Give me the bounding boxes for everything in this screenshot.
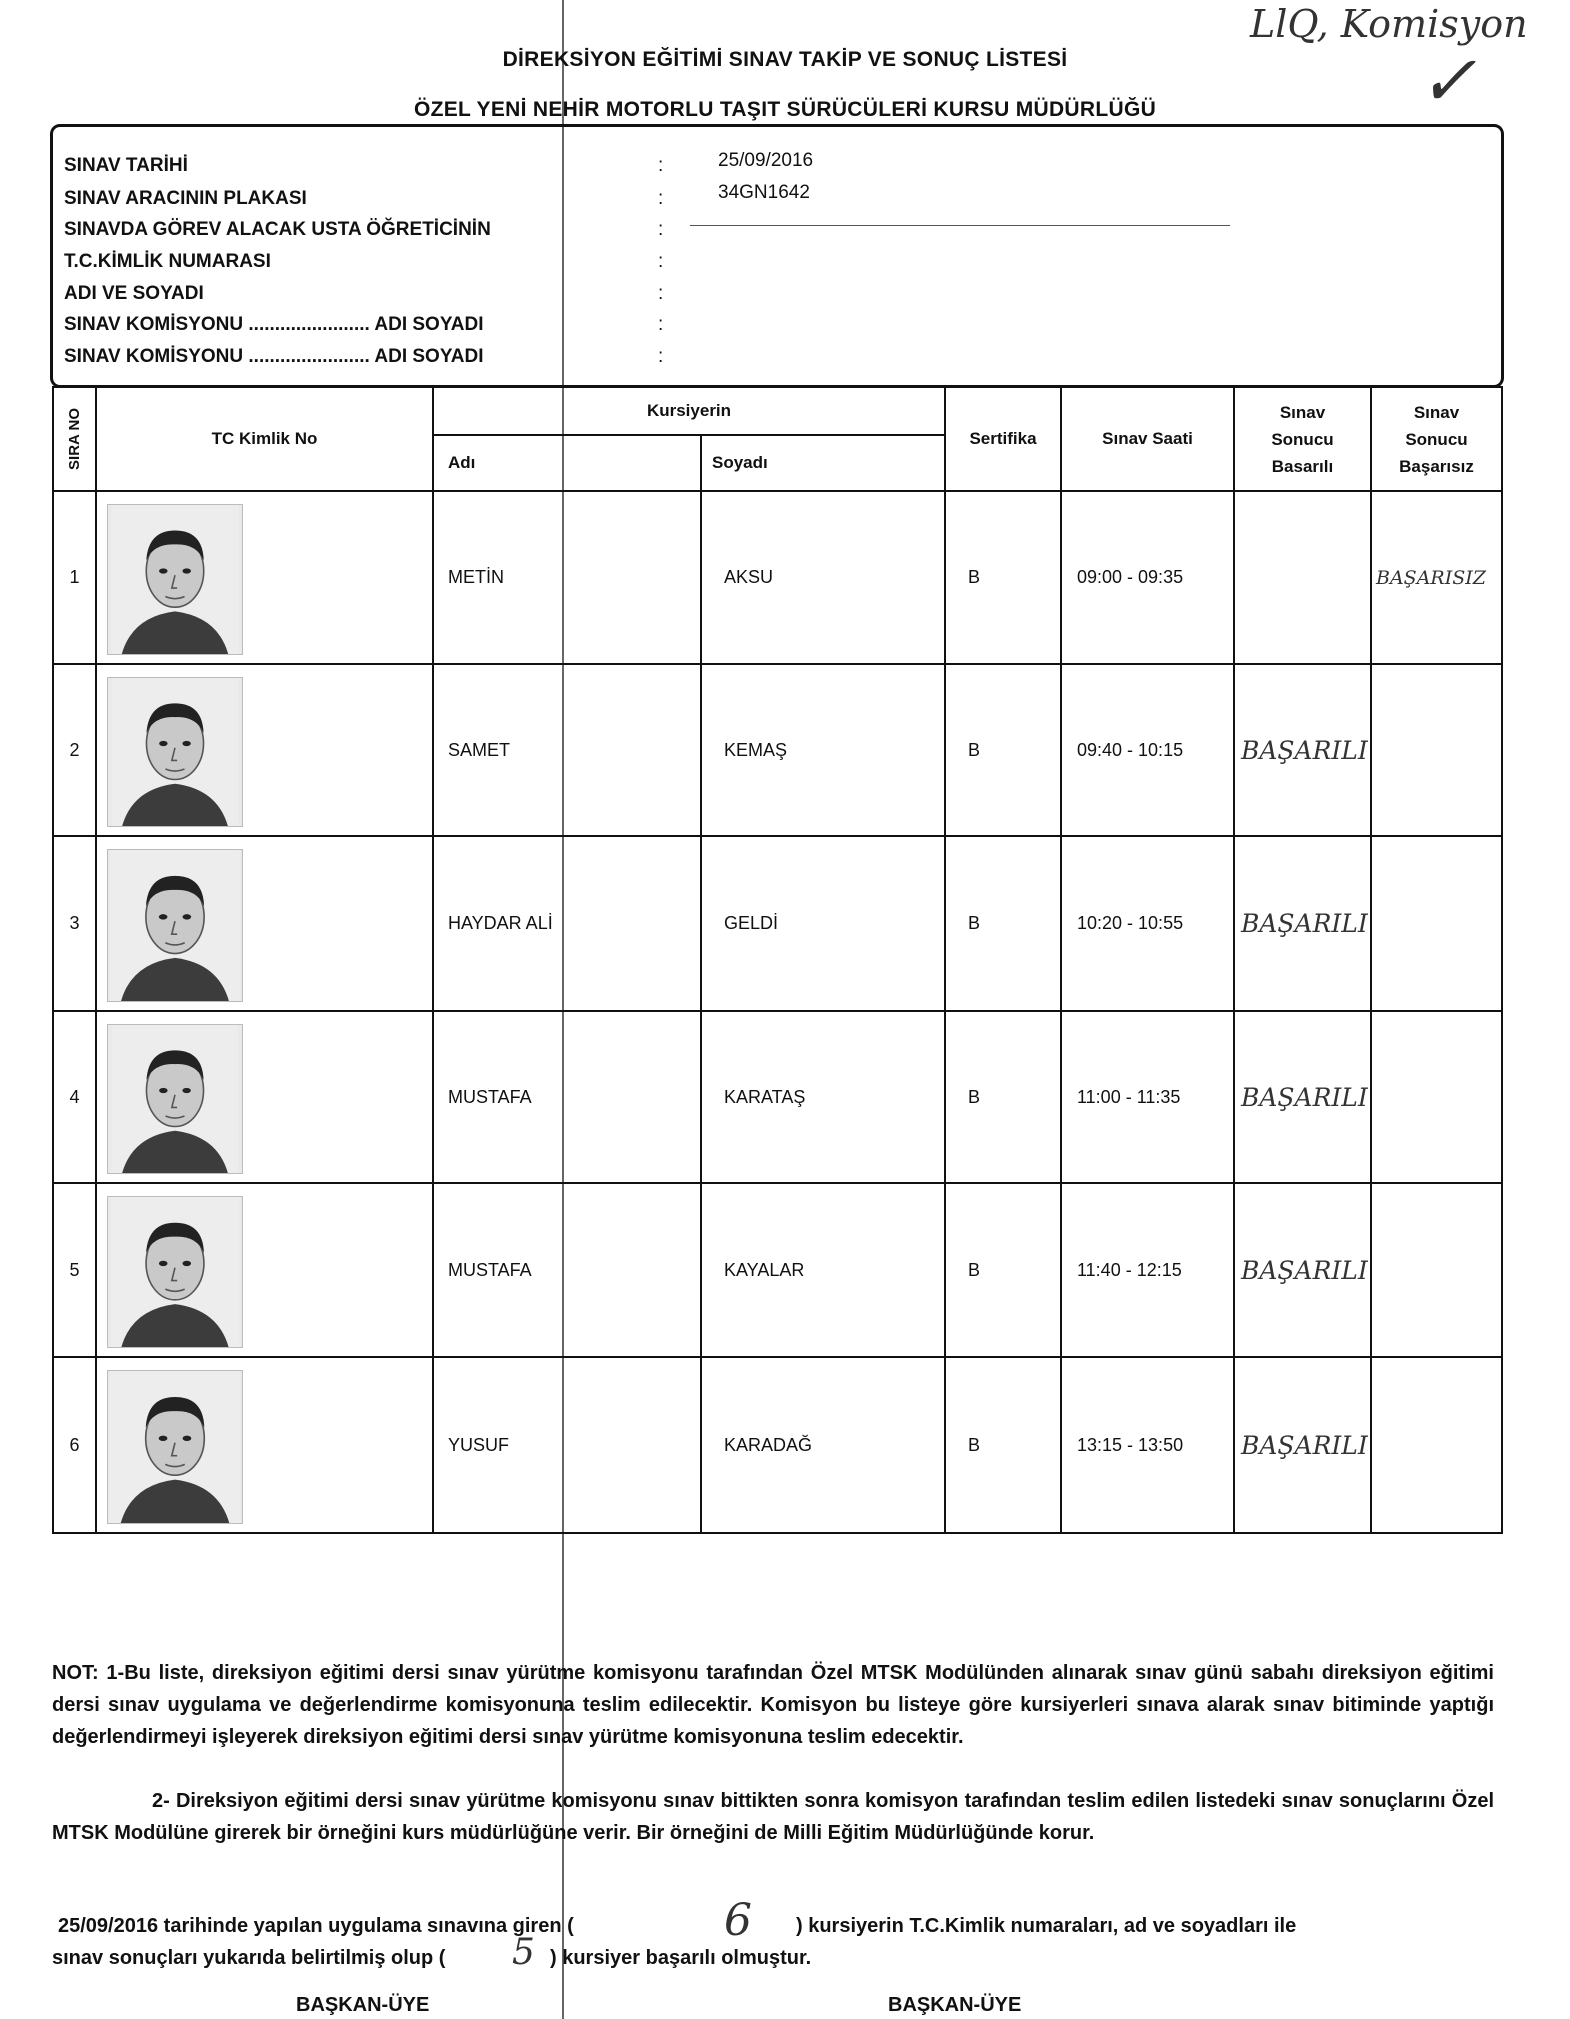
document-title: DİREKSİYON EĞİTİMİ SINAV TAKİP VE SONUÇ LİSTESİ bbox=[502, 48, 1068, 71]
note-paragraph-2: 2- Direksiyon eğitimi dersi sınav yürütme komisyonu sınav bittikten sonra komisyon tarafından teslim edilen listedeki sınav sonuçlarını Özel MTSK Modülüne girerek bir örneğini kurs müdürlüğüne verir. Bir örneğini de Milli Eğitim Müdürlüğünde korur. bbox=[52, 1790, 1494, 1844]
colon: : bbox=[658, 219, 664, 240]
row-number: 6 bbox=[52, 1356, 97, 1534]
certificate-class: B bbox=[944, 663, 1062, 837]
header-adi: Adı bbox=[432, 434, 702, 492]
certificate-class: B bbox=[944, 1010, 1062, 1184]
summary-part-a: 25/09/2016 tarihinde yapılan uygulama sınavına giren ( bbox=[58, 1915, 574, 1937]
school-name: ÖZEL YENİ NEHİR MOTORLU TAŞIT SÜRÜCÜLERİ KURSU MÜDÜRLÜĞÜ bbox=[413, 98, 1157, 121]
student-first-name: YUSUF bbox=[432, 1356, 702, 1534]
result-passed bbox=[1233, 490, 1372, 665]
tc-kimlik-cell bbox=[95, 1356, 434, 1534]
result-failed bbox=[1370, 1010, 1503, 1184]
exam-time: 13:15 - 13:50 bbox=[1060, 1356, 1235, 1534]
header-tc-kimlik: TC Kimlik No bbox=[95, 386, 434, 492]
handwritten-count-taken: 6 bbox=[724, 1895, 752, 1946]
header-sertifika: Sertifika bbox=[944, 386, 1062, 492]
handwritten-count-passed: 5 bbox=[512, 1932, 535, 1973]
student-first-name: METİN bbox=[432, 490, 702, 665]
result-failed bbox=[1370, 1356, 1503, 1534]
result-failed bbox=[1370, 663, 1503, 837]
result-failed bbox=[1370, 835, 1503, 1012]
result-passed: BAŞARILI bbox=[1233, 1356, 1372, 1534]
student-first-name: SAMET bbox=[432, 663, 702, 837]
colon: : bbox=[658, 346, 664, 367]
result-failed: BAŞARISIZ bbox=[1370, 490, 1503, 665]
summary-part-b: ) kursiyerin T.C.Kimlik numaraları, ad ve soyadları ile bbox=[796, 1915, 1297, 1937]
result-passed: BAŞARILI bbox=[1233, 835, 1372, 1012]
plate-value: 34GN1642 bbox=[718, 182, 810, 203]
result-failed bbox=[1370, 1182, 1503, 1358]
certificate-class: B bbox=[944, 1356, 1062, 1534]
header-basarili: Sınav Sonucu Basarılı bbox=[1233, 386, 1372, 492]
tc-kimlik-cell bbox=[95, 1182, 434, 1358]
student-last-name: KAYALAR bbox=[700, 1182, 946, 1358]
instructor-underline bbox=[690, 225, 1230, 226]
student-last-name: AKSU bbox=[700, 490, 946, 665]
tc-kimlik-cell bbox=[95, 663, 434, 837]
checkmark-icon: ✓ bbox=[1418, 40, 1477, 122]
student-first-name: MUSTAFA bbox=[432, 1010, 702, 1184]
student-last-name: KARADAĞ bbox=[700, 1356, 946, 1534]
student-last-name: KARATAŞ bbox=[700, 1010, 946, 1184]
row-number: 2 bbox=[52, 663, 97, 837]
student-first-name: MUSTAFA bbox=[432, 1182, 702, 1358]
info-label-commission-2: SINAV KOMİSYONU ....................... ADI SOYADI bbox=[64, 346, 484, 367]
tc-kimlik-cell bbox=[95, 835, 434, 1012]
info-label-plate: SINAV ARACININ PLAKASI bbox=[64, 188, 307, 209]
info-label-instructor: SINAVDA GÖREV ALACAK USTA ÖĞRETİCİNİN bbox=[64, 219, 491, 240]
student-photo bbox=[107, 1196, 243, 1348]
row-number: 4 bbox=[52, 1010, 97, 1184]
header-soyadi: Soyadı bbox=[700, 434, 946, 492]
student-photo bbox=[107, 504, 243, 655]
certificate-class: B bbox=[944, 490, 1062, 665]
exam-time: 09:00 - 09:35 bbox=[1060, 490, 1235, 665]
certificate-class: B bbox=[944, 1182, 1062, 1358]
row-number: 5 bbox=[52, 1182, 97, 1358]
exam-time: 11:40 - 12:15 bbox=[1060, 1182, 1235, 1358]
colon: : bbox=[658, 188, 664, 209]
colon: : bbox=[658, 251, 664, 272]
signature-left: BAŞKAN-ÜYE bbox=[296, 1994, 430, 2016]
colon: : bbox=[658, 283, 664, 304]
colon: : bbox=[658, 155, 664, 176]
summary-part-d: ) kursiyer başarılı olmuştur. bbox=[550, 1947, 812, 1969]
student-first-name: HAYDAR ALİ bbox=[432, 835, 702, 1012]
student-photo bbox=[107, 677, 243, 827]
info-label-tc: T.C.KİMLİK NUMARASI bbox=[64, 251, 271, 272]
result-passed: BAŞARILI bbox=[1233, 1010, 1372, 1184]
exam-date-value: 25/09/2016 bbox=[718, 150, 814, 171]
tc-kimlik-cell bbox=[95, 490, 434, 665]
student-photo bbox=[107, 1024, 243, 1174]
result-passed: BAŞARILI bbox=[1233, 1182, 1372, 1358]
info-label-date: SINAV TARİHİ bbox=[64, 155, 188, 176]
header-kursiyerin: Kursiyerin bbox=[432, 386, 946, 436]
header-basarisiz: Sınav Sonucu Başarısız bbox=[1370, 386, 1503, 492]
result-passed: BAŞARILI bbox=[1233, 663, 1372, 837]
handwritten-note: LlQ, Komisyon bbox=[1250, 2, 1528, 46]
tc-kimlik-cell bbox=[95, 1010, 434, 1184]
colon: : bbox=[658, 314, 664, 335]
summary-part-c: sınav sonuçları yukarıda belirtilmiş olup ( bbox=[52, 1947, 446, 1969]
header-sinav-saati: Sınav Saati bbox=[1060, 386, 1235, 492]
exam-time: 11:00 - 11:35 bbox=[1060, 1010, 1235, 1184]
student-photo bbox=[107, 849, 243, 1002]
student-photo bbox=[107, 1370, 243, 1524]
info-label-name: ADI VE SOYADI bbox=[64, 283, 204, 304]
exam-time: 09:40 - 10:15 bbox=[1060, 663, 1235, 837]
header-sira-no: SIRA NO bbox=[52, 386, 97, 492]
info-label-commission-1: SINAV KOMİSYONU ....................... ADI SOYADI bbox=[64, 314, 484, 335]
signature-right: BAŞKAN-ÜYE bbox=[888, 1994, 1022, 2016]
note-paragraph-1: NOT: 1-Bu liste, direksiyon eğitimi dersi sınav yürütme komisyonu tarafından Özel MTSK Modülünden alınarak sınav günü sabahı direksiyon eğitimi dersi sınav uygulama ve değerlendirme komisyonuna teslim edilecektir. Komisyon bu listeye göre kursiyerleri sınava alarak sınav bitiminde yaptığı değerlendirmeyi işleyerek direksiyon eğitimi dersi sınav yürütme komisyonuna teslim edecektir. bbox=[52, 1662, 1494, 1748]
row-number: 1 bbox=[52, 490, 97, 665]
certificate-class: B bbox=[944, 835, 1062, 1012]
exam-time: 10:20 - 10:55 bbox=[1060, 835, 1235, 1012]
row-number: 3 bbox=[52, 835, 97, 1012]
student-last-name: KEMAŞ bbox=[700, 663, 946, 837]
student-last-name: GELDİ bbox=[700, 835, 946, 1012]
